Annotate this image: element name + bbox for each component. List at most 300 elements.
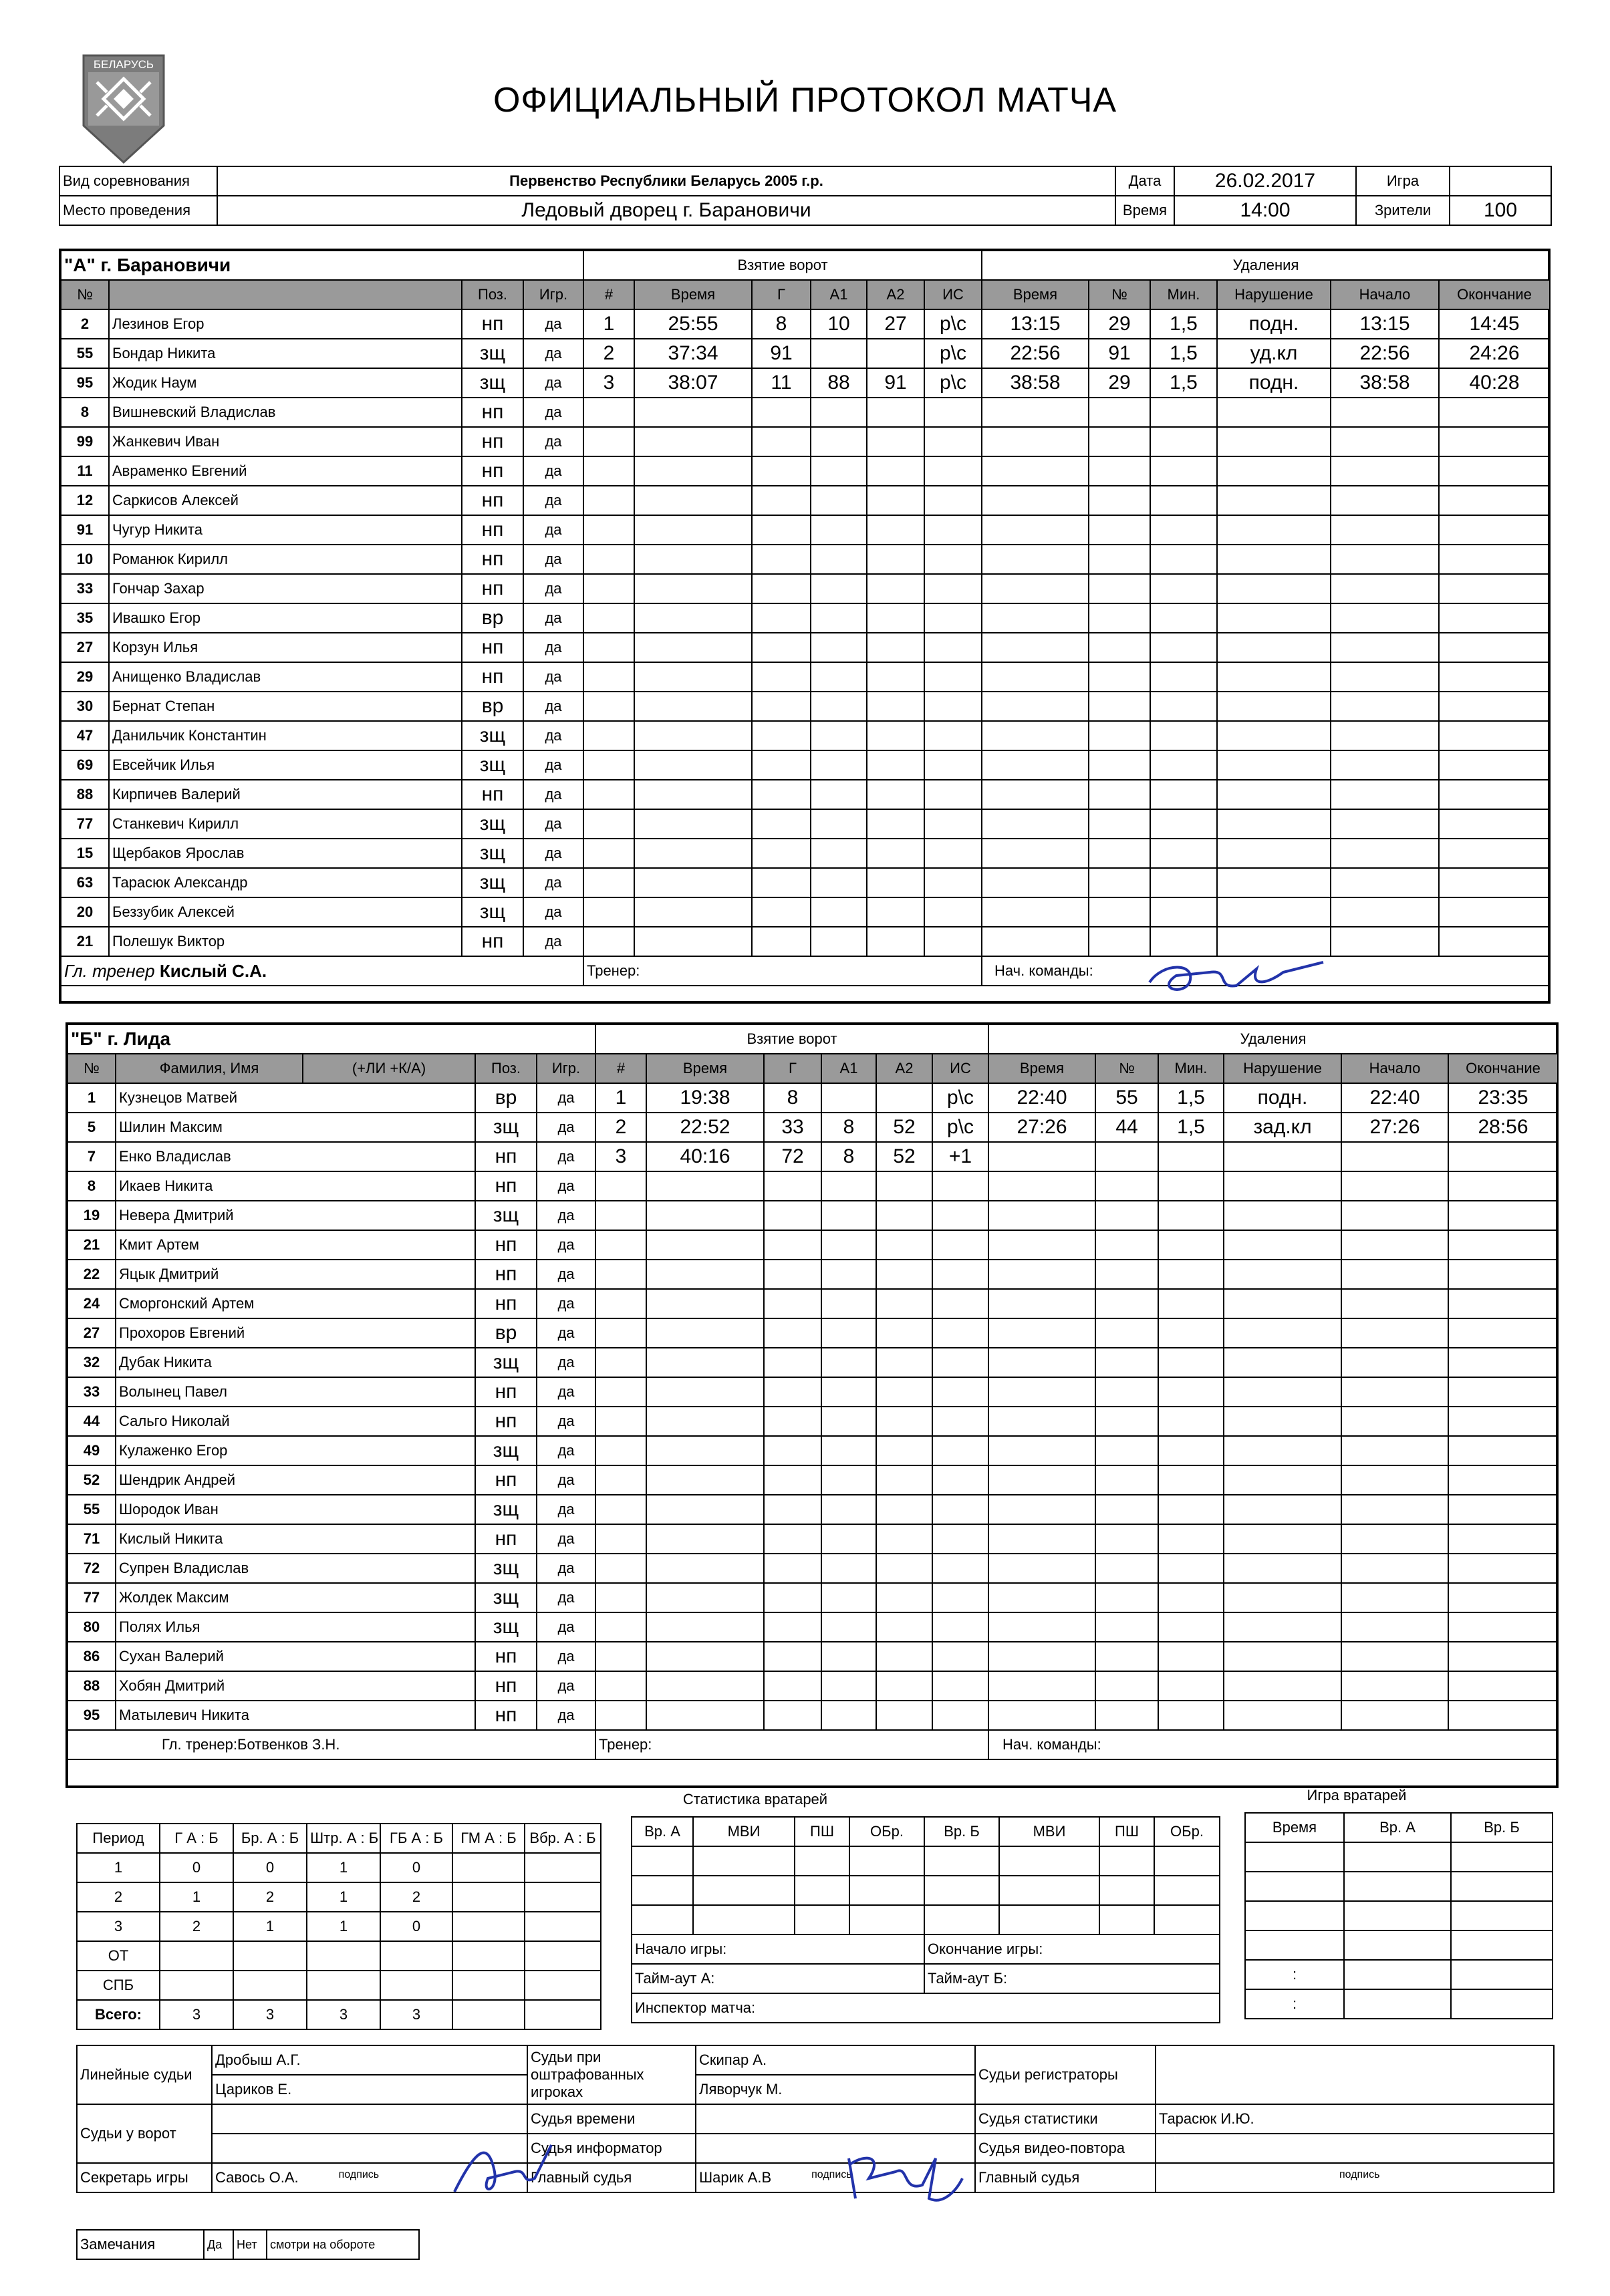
empty-cell	[1095, 1583, 1158, 1612]
empty-cell	[752, 868, 811, 897]
player-name: Кулаженко Егор	[116, 1436, 475, 1465]
player-played: да	[537, 1495, 595, 1524]
empty-cell	[1245, 1842, 1344, 1872]
player-played: да	[523, 780, 583, 809]
player-position: вр	[475, 1083, 537, 1113]
cell-value: 1	[583, 309, 634, 339]
period-cell: 0	[233, 1853, 307, 1882]
empty-cell	[1224, 1377, 1341, 1407]
player-row	[61, 515, 583, 545]
player-played: да	[523, 545, 583, 574]
player-name: Шилин Максим	[116, 1113, 475, 1142]
team-b-goals-title: Взятие ворот	[595, 1024, 988, 1054]
empty-cell	[932, 1289, 988, 1318]
empty-cell	[1451, 1930, 1553, 1960]
team-a-goals	[583, 250, 982, 986]
goal-row	[595, 1495, 988, 1524]
empty-cell	[1158, 1612, 1224, 1642]
player-name: Жодик Наум	[109, 368, 462, 398]
empty-cell	[752, 692, 811, 721]
player-played: да	[537, 1554, 595, 1583]
cell-value: 13:15	[982, 309, 1089, 339]
game-end-label: Окончание игры:	[924, 1934, 1220, 1964]
period-cell: 1	[160, 1882, 233, 1912]
penalty-row	[988, 1142, 1558, 1171]
time-colon: :	[1245, 1989, 1344, 2019]
player-row	[68, 1612, 595, 1642]
player-position: нп	[462, 545, 523, 574]
team-a-coach: Кислый С.А.	[159, 960, 267, 981]
empty-cell	[988, 1642, 1095, 1671]
empty-cell	[752, 927, 811, 956]
empty-cell	[764, 1554, 821, 1583]
player-name: Корзун Илья	[109, 633, 462, 662]
goalie-play-row	[1245, 1960, 1553, 1989]
empty-cell	[1089, 427, 1150, 456]
linesman-2: Цариков Е.	[212, 2075, 527, 2104]
empty-cell	[1095, 1612, 1158, 1642]
period-cell: 2	[380, 1882, 452, 1912]
video-judge-label: Судья видео-повтора	[975, 2134, 1156, 2163]
timeout-a-label: Тайм-аут А:	[632, 1964, 924, 1993]
empty-cell	[583, 897, 634, 927]
player-row	[61, 927, 583, 956]
goal-row	[595, 1171, 988, 1201]
period-row	[77, 1941, 601, 1971]
cell-value: 19:38	[646, 1083, 764, 1113]
player-name: Сухан Валерий	[116, 1642, 475, 1671]
player-name: Шородок Иван	[116, 1495, 475, 1524]
empty-cell	[583, 839, 634, 868]
player-number: 27	[61, 633, 109, 662]
cell-value: 40:16	[646, 1142, 764, 1171]
goal-row	[595, 1524, 988, 1554]
goal-row	[595, 1113, 988, 1142]
empty-cell	[1451, 1901, 1553, 1930]
cell-value: +1	[932, 1142, 988, 1171]
timekeeper-label: Судья времени	[527, 2104, 696, 2134]
player-position: нп	[475, 1671, 537, 1701]
empty-cell	[1217, 780, 1331, 809]
empty-cell	[924, 780, 982, 809]
empty-cell	[876, 1171, 932, 1201]
col-name: Фамилия, Имя	[116, 1054, 303, 1083]
cell-value: 37:34	[634, 339, 752, 368]
goal-row	[583, 692, 982, 721]
cell-value: 8	[821, 1113, 876, 1142]
penalty-row	[988, 1289, 1558, 1318]
player-played: да	[523, 692, 583, 721]
team-chief-signature	[1136, 949, 1337, 1002]
empty-cell	[1150, 809, 1217, 839]
empty-cell	[821, 1495, 876, 1524]
player-position: нп	[462, 780, 523, 809]
player-position: нп	[475, 1407, 537, 1436]
player-number: 2	[61, 309, 109, 339]
empty-cell	[821, 1407, 876, 1436]
player-row	[68, 1230, 595, 1260]
empty-cell	[876, 1230, 932, 1260]
empty-cell	[595, 1289, 646, 1318]
player-name: Бондар Никита	[109, 339, 462, 368]
empty-cell	[764, 1289, 821, 1318]
penalty-col-header: Окончание	[1448, 1054, 1558, 1083]
player-played: да	[523, 721, 583, 750]
penalty-row	[982, 574, 1550, 603]
empty-cell	[924, 868, 982, 897]
player-position: зщ	[475, 1583, 537, 1612]
team-a-name: "А" г. Барановичи	[61, 251, 583, 280]
goal-col-header: А2	[876, 1054, 932, 1083]
empty-cell	[634, 868, 752, 897]
team-b-trainer-label: Тренер:	[595, 1730, 988, 1759]
empty-cell	[876, 1465, 932, 1495]
empty-cell	[867, 839, 924, 868]
cell-value: 33	[764, 1113, 821, 1142]
empty-cell	[988, 1701, 1095, 1730]
empty-cell	[1331, 427, 1439, 456]
empty-cell	[595, 1642, 646, 1671]
empty-cell	[452, 1853, 525, 1882]
empty-cell	[1451, 1960, 1553, 1989]
empty-cell	[867, 721, 924, 750]
empty-cell	[988, 1289, 1095, 1318]
empty-cell	[1150, 692, 1217, 721]
empty-cell	[1217, 633, 1331, 662]
empty-cell	[1224, 1465, 1341, 1495]
cell-value: р\с	[932, 1113, 988, 1142]
empty-cell	[1089, 839, 1150, 868]
penalty-row	[988, 1612, 1558, 1642]
player-row	[61, 868, 583, 897]
player-played: да	[523, 662, 583, 692]
linesman-1: Дробыш А.Г.	[212, 2045, 527, 2075]
penalty-row	[988, 1671, 1558, 1701]
empty-cell	[1331, 809, 1439, 839]
player-played: да	[523, 927, 583, 956]
empty-cell	[982, 545, 1089, 574]
empty-cell	[1150, 839, 1217, 868]
empty-cell	[634, 603, 752, 633]
game-start-label: Начало игры:	[632, 1934, 924, 1964]
empty-cell	[1439, 839, 1550, 868]
empty-cell	[1224, 1701, 1341, 1730]
goal-col-header: А1	[811, 280, 867, 309]
empty-cell	[1224, 1230, 1341, 1260]
player-played: да	[537, 1671, 595, 1701]
goalie-play-row	[1245, 1989, 1553, 2019]
empty-cell	[988, 1524, 1095, 1554]
player-played: да	[523, 633, 583, 662]
empty-cell	[1439, 456, 1550, 486]
empty-cell	[1341, 1318, 1448, 1348]
goal-row	[595, 1230, 988, 1260]
player-row	[68, 1171, 595, 1201]
empty-cell	[1439, 809, 1550, 839]
empty-cell	[811, 574, 867, 603]
goal-row	[595, 1142, 988, 1171]
empty-cell	[821, 1583, 876, 1612]
empty-cell	[1224, 1612, 1341, 1642]
timeout-b-label: Тайм-аут Б:	[924, 1964, 1220, 1993]
empty-cell	[752, 839, 811, 868]
period-row	[77, 2000, 601, 2029]
empty-cell	[1341, 1260, 1448, 1289]
player-name: Невера Дмитрий	[116, 1201, 475, 1230]
player-played: да	[523, 368, 583, 398]
empty-cell	[380, 1941, 452, 1971]
empty-cell	[1448, 1436, 1558, 1465]
empty-cell	[583, 868, 634, 897]
player-played: да	[537, 1318, 595, 1348]
player-played: да	[537, 1701, 595, 1730]
empty-cell	[811, 339, 867, 368]
empty-cell	[1224, 1171, 1341, 1201]
player-name: Данильчик Константин	[109, 721, 462, 750]
player-number: 35	[61, 603, 109, 633]
empty-cell	[1217, 427, 1331, 456]
penalty-row	[982, 368, 1550, 398]
empty-cell	[811, 662, 867, 692]
penalty-row	[982, 662, 1550, 692]
penalty-row	[982, 809, 1550, 839]
player-name: Кузнецов Матвей	[116, 1083, 475, 1113]
goalie-play-row	[1245, 1930, 1553, 1960]
empty-cell	[924, 603, 982, 633]
player-row	[61, 574, 583, 603]
player-name: Полешук Виктор	[109, 927, 462, 956]
empty-cell	[932, 1642, 988, 1671]
place-label: Место проведения	[59, 196, 217, 225]
empty-cell	[752, 398, 811, 427]
penalty-col-header: Начало	[1341, 1054, 1448, 1083]
penalty-row	[982, 633, 1550, 662]
penalty-col-header: Нарушение	[1217, 280, 1331, 309]
cell-value: 44	[1095, 1113, 1158, 1142]
player-played: да	[537, 1348, 595, 1377]
player-name: Беззубик Алексей	[109, 897, 462, 927]
player-row	[61, 545, 583, 574]
player-name: Яцык Дмитрий	[116, 1260, 475, 1289]
cell-value: подн.	[1217, 309, 1331, 339]
period-cell: 2	[77, 1882, 160, 1912]
empty-cell	[821, 1612, 876, 1642]
empty-cell	[1448, 1495, 1558, 1524]
empty-cell	[1217, 486, 1331, 515]
goal-row	[595, 1407, 988, 1436]
col-played: Игр.	[523, 280, 583, 309]
penalty-col-header: Начало	[1331, 280, 1439, 309]
goal-row	[595, 1260, 988, 1289]
goalie-play-table	[1244, 1812, 1553, 2019]
empty-cell	[988, 1171, 1095, 1201]
player-name: Романюк Кирилл	[109, 545, 462, 574]
empty-cell	[595, 1524, 646, 1554]
goalie-play-col-header: Время	[1245, 1813, 1344, 1842]
empty-cell	[811, 603, 867, 633]
team-a-roster	[60, 250, 584, 986]
period-col-header: Вбр. А : Б	[525, 1824, 601, 1853]
empty-cell	[1331, 633, 1439, 662]
empty-cell	[1150, 486, 1217, 515]
player-name: Евсейчик Илья	[109, 750, 462, 780]
empty-cell	[752, 427, 811, 456]
empty-cell	[811, 545, 867, 574]
empty-cell	[634, 486, 752, 515]
goal-judges-label: Судьи у ворот	[77, 2104, 212, 2163]
head-ref-label: Главный судья	[527, 2163, 696, 2192]
period-row	[77, 1882, 601, 1912]
cell-value: 28:56	[1448, 1113, 1558, 1142]
cell-value: 52	[876, 1142, 932, 1171]
empty-cell	[752, 780, 811, 809]
empty-cell	[876, 1260, 932, 1289]
empty-cell	[1341, 1612, 1448, 1642]
empty-cell	[634, 427, 752, 456]
cell-value: 1,5	[1150, 339, 1217, 368]
team-b-coach: Ботвенков З.Н.	[237, 1736, 340, 1753]
empty-cell	[1448, 1318, 1558, 1348]
goal-col-header: ИС	[924, 280, 982, 309]
empty-cell	[1439, 427, 1550, 456]
empty-cell	[1089, 868, 1150, 897]
empty-cell	[932, 1495, 988, 1524]
penalty-judges-label: Судьи при оштрафованных игроках	[527, 2045, 696, 2104]
penalty-row	[988, 1642, 1558, 1671]
cell-value: 91	[752, 339, 811, 368]
empty-cell	[1224, 1348, 1341, 1377]
penalty-col-header: Нарушение	[1224, 1054, 1341, 1083]
player-number: 30	[61, 692, 109, 721]
player-row	[61, 339, 583, 368]
player-number: 33	[61, 574, 109, 603]
empty-cell	[595, 1495, 646, 1524]
player-played: да	[537, 1142, 595, 1171]
empty-cell	[867, 456, 924, 486]
empty-cell	[924, 721, 982, 750]
player-row	[68, 1407, 595, 1436]
player-played: да	[523, 515, 583, 545]
empty-cell	[924, 486, 982, 515]
penalty-row	[982, 603, 1550, 633]
empty-cell	[1331, 868, 1439, 897]
empty-cell	[811, 809, 867, 839]
goal-row	[583, 309, 982, 339]
player-row	[61, 692, 583, 721]
player-position: зщ	[462, 721, 523, 750]
period-row	[77, 1971, 601, 2000]
empty-cell	[876, 1407, 932, 1436]
player-played: да	[537, 1201, 595, 1230]
empty-cell	[764, 1230, 821, 1260]
goal-row	[595, 1318, 988, 1348]
empty-cell	[988, 1260, 1095, 1289]
player-position: зщ	[462, 368, 523, 398]
empty-cell	[982, 692, 1089, 721]
empty-cell	[821, 1436, 876, 1465]
player-row	[68, 1524, 595, 1554]
player-position: нп	[462, 574, 523, 603]
empty-cell	[452, 1912, 525, 1941]
goal-row	[595, 1083, 988, 1113]
stats-judge: Тарасюк И.Ю.	[1156, 2104, 1554, 2134]
empty-cell	[876, 1083, 932, 1113]
empty-cell	[821, 1701, 876, 1730]
empty-cell	[932, 1436, 988, 1465]
player-number: 33	[68, 1377, 116, 1407]
empty-cell	[646, 1171, 764, 1201]
empty-cell	[764, 1524, 821, 1554]
empty-cell	[821, 1642, 876, 1671]
empty-cell	[1448, 1671, 1558, 1701]
empty-cell	[1331, 515, 1439, 545]
goal-col-header: #	[595, 1054, 646, 1083]
empty-cell	[764, 1171, 821, 1201]
empty-cell	[1331, 780, 1439, 809]
cell-value: 27:26	[988, 1113, 1095, 1142]
empty-cell	[1217, 545, 1331, 574]
player-position: нп	[462, 486, 523, 515]
player-name: Анищенко Владислав	[109, 662, 462, 692]
empty-cell	[764, 1318, 821, 1348]
informer-label: Судья информатор	[527, 2134, 696, 2163]
goal-row	[595, 1612, 988, 1642]
empty-cell	[634, 398, 752, 427]
player-row	[61, 368, 583, 398]
col-number: №	[68, 1054, 116, 1083]
empty-cell	[1439, 515, 1550, 545]
empty-cell	[876, 1201, 932, 1230]
empty-cell	[1095, 1701, 1158, 1730]
empty-cell	[821, 1554, 876, 1583]
empty-cell	[821, 1260, 876, 1289]
empty-cell	[1331, 486, 1439, 515]
penalty-col-header: №	[1089, 280, 1150, 309]
goal-row	[595, 1377, 988, 1407]
empty-cell	[876, 1583, 932, 1612]
col-extra: (+ЛИ +К/А)	[303, 1054, 475, 1083]
empty-cell	[1217, 574, 1331, 603]
empty-cell	[1224, 1495, 1341, 1524]
empty-cell	[811, 927, 867, 956]
player-name: Шендрик Андрей	[116, 1465, 475, 1495]
penalty-row	[988, 1083, 1558, 1113]
empty-cell	[1150, 515, 1217, 545]
empty-cell	[646, 1436, 764, 1465]
empty-cell	[811, 486, 867, 515]
period-cell: 2	[233, 1882, 307, 1912]
goal-col-header: Время	[646, 1054, 764, 1083]
empty-cell	[595, 1201, 646, 1230]
empty-cell	[1089, 633, 1150, 662]
empty-cell	[876, 1495, 932, 1524]
empty-cell	[867, 897, 924, 927]
empty-cell	[595, 1230, 646, 1260]
empty-cell	[1089, 398, 1150, 427]
goal-row	[583, 545, 982, 574]
penalty-row	[982, 868, 1550, 897]
period-col-header: Период	[77, 1824, 160, 1853]
empty-cell	[1089, 780, 1150, 809]
empty-cell	[583, 750, 634, 780]
goal-col-header: А2	[867, 280, 924, 309]
cell-value: 10	[811, 309, 867, 339]
empty-cell	[1089, 692, 1150, 721]
player-row	[61, 750, 583, 780]
player-name: Лезинов Егор	[109, 309, 462, 339]
goal-row	[583, 339, 982, 368]
penalty-row	[988, 1348, 1558, 1377]
